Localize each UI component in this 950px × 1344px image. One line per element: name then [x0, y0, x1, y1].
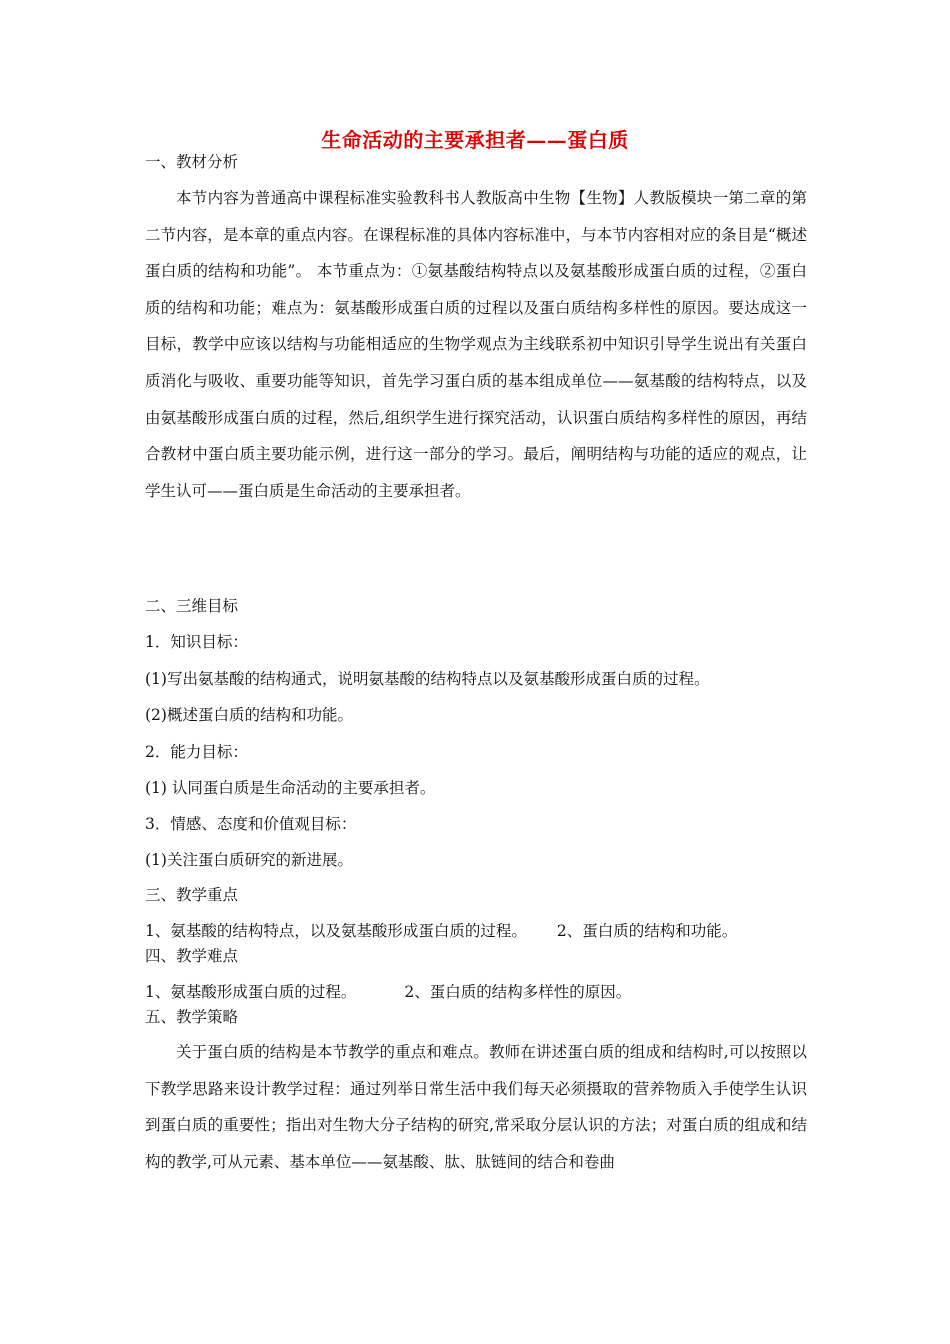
document-title: 生命活动的主要承担者——蛋白质	[321, 128, 629, 152]
difficult-point-2: 2、蛋白质的结构多样性的原因。	[404, 983, 632, 1001]
section-1-heading: 一、教材分析	[145, 153, 239, 171]
section-5-paragraph: 关于蛋白质的结构是本节教学的重点和难点。教师在讲述蛋白质的组成和结构时,可以按照以下教学思路来设计教学过程：通过列举日常生活中我们每天必须摄取的营养物质入手使学生认识到蛋白质的重要性；指出对生物大分子结构的研究,常采取分层认识的方法；对蛋白质的组成和结构的教学,可从元素、基本单位——氨基酸、肽、肽链间的结合和卷曲	[145, 1043, 807, 1171]
difficult-points-line	[145, 980, 631, 1002]
knowledge-goal-1: (1)写出氨基酸的结构通式，说明氨基酸的结构特点以及氨基酸形成蛋白质的过程。	[145, 670, 710, 688]
key-points-line	[145, 919, 737, 941]
difficult-point-1: 1、氨基酸形成蛋白质的过程。	[145, 983, 357, 1001]
section-3-heading: 三、教学重点	[145, 886, 239, 904]
knowledge-goal-heading: 1．知识目标：	[145, 633, 248, 651]
section-5-heading: 五、教学策略	[145, 1008, 239, 1026]
ability-goal-heading: 2．能力目标：	[145, 743, 248, 761]
section-2-heading: 二、三维目标	[145, 597, 239, 615]
section-1-paragraph: 本节内容为普通高中课程标准实验教科书人教版高中生物【生物】人教版模块一第二章的第二节内容，是本章的重点内容。在课程标准的具体内容标准中，与本节内容相对应的条目是“概述蛋白质的结构和功能”。 本节重点为：①氨基酸结构特点以及氨基酸形成蛋白质的过程，②蛋白质的结构和功能；难点为：氨基酸形成蛋白质的过程以及蛋白质结构多样性的原因。要达成这一目标，教学中应该以结构与功能相适应的生物学观点为主线联系初中知识引导学生说出有关蛋白质消化与吸收、重要功能等知识，首先学习蛋白质的基本组成单位——氨基酸的结构特点，以及由氨基酸形成蛋白质的过程，然后,组织学生进行探究活动，认识蛋白质结构多样性的原因，再结合教材中蛋白质主要功能示例，进行这一部分的学习。最后，阐明结构与功能的适应的观点，让学生认可——蛋白质是生命活动的主要承担者。	[145, 189, 807, 500]
key-point-1: 1、氨基酸的结构特点，以及氨基酸形成蛋白质的过程。	[145, 922, 527, 940]
emotion-goal-heading: 3．情感、态度和价值观目标：	[145, 815, 357, 833]
emotion-goal-1: (1)关注蛋白质研究的新进展。	[145, 851, 353, 869]
section-1-body	[145, 180, 807, 509]
section-5-body	[145, 1034, 807, 1180]
key-point-2: 2、蛋白质的结构和功能。	[556, 922, 738, 940]
section-4-heading: 四、教学难点	[145, 947, 239, 965]
knowledge-goal-2: (2)概述蛋白质的结构和功能。	[145, 706, 353, 724]
ability-goal-1: (1) 认同蛋白质是生命活动的主要承担者。	[145, 779, 436, 797]
